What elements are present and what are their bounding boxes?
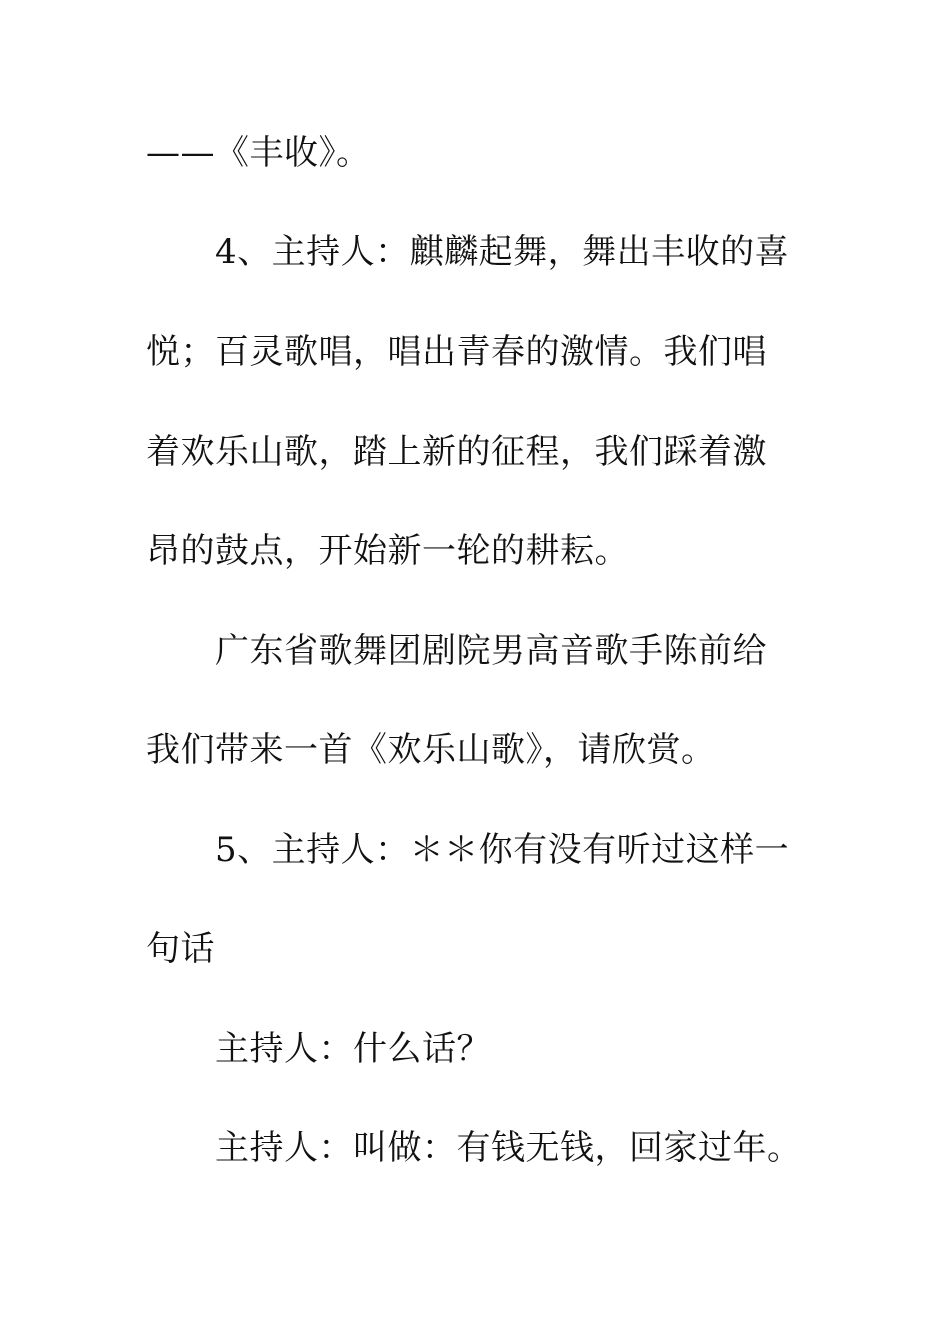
text-line: 广东省歌舞团剧院男高音歌手陈前给 (215, 631, 767, 671)
text-line: 主持人：什么话？ (215, 1029, 491, 1069)
text-line: 5、主持人：＊＊你有没有听过这样一 (215, 830, 790, 870)
text-line: 我们带来一首《欢乐山歌》，请欣赏。 (146, 730, 716, 770)
text-line: 句话 (146, 929, 215, 969)
text-line: 4、主持人：麒麟起舞，舞出丰收的喜 (215, 232, 790, 272)
text-line: 主持人：叫做：有钱无钱，回家过年。 (215, 1128, 802, 1168)
text-line: 着欢乐山歌，踏上新的征程，我们踩着激 (146, 432, 767, 472)
text-line: ——《丰收》。 (146, 133, 371, 173)
text-line: 昂的鼓点，开始新一轮的耕耘。 (146, 531, 629, 571)
text-line: 悦；百灵歌唱，唱出青春的激情。我们唱 (146, 332, 767, 372)
